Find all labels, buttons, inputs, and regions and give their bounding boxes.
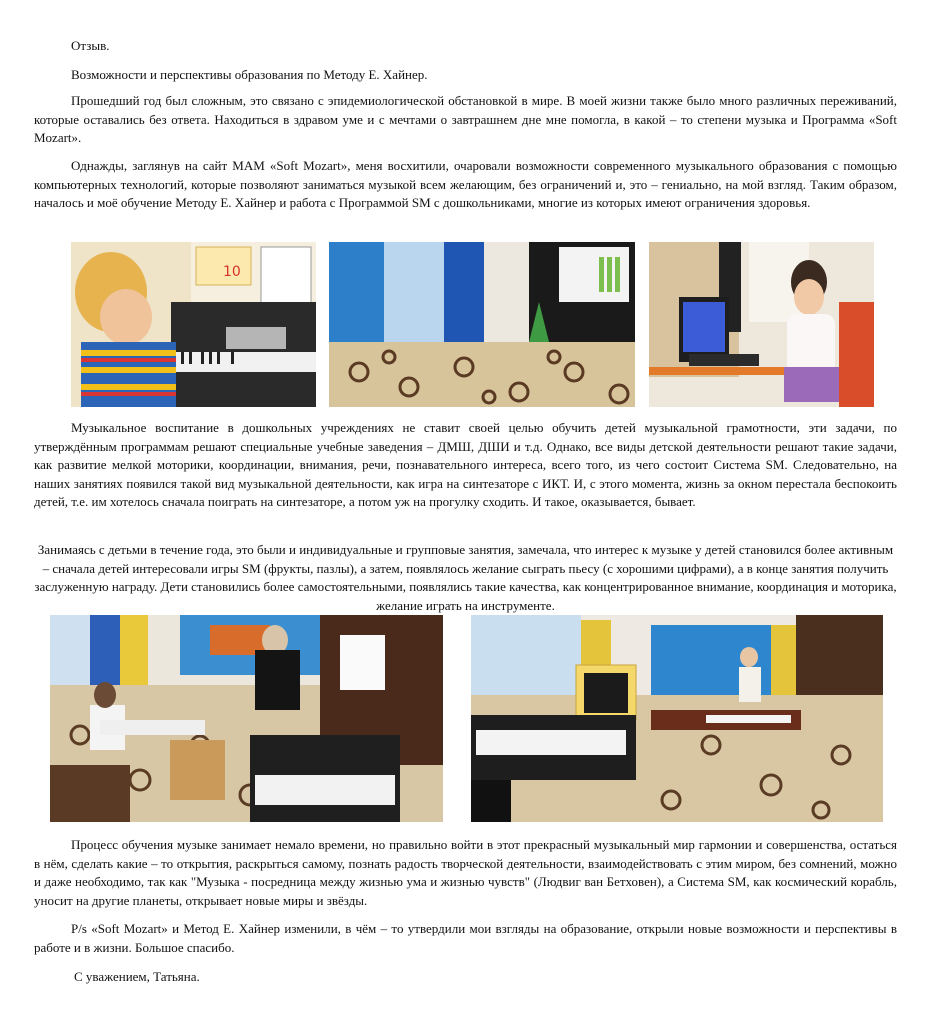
photo-boy-synthesizer xyxy=(71,242,316,407)
paragraph-2: Однажды, заглянув на сайт МАМ «Soft Mozart», меня восхитили, очаровали возможности современного музыкального образования с помощью компьютерных технологий, которые позволяют заниматься музыкой всем желающим, без ограничений и, это – гениально, на мой взгляд. Таким образом, началось и моё обучение Методу Е. Хайнер и работа с Программой SM с дошкольниками, многие из которых имеют ограничения здоровья. xyxy=(34,158,897,210)
photo-girl-laptop xyxy=(649,242,874,407)
photo-teacher-piano-class xyxy=(50,615,443,822)
paragraph-1: Прошедший год был сложным, это связано с эпидемиологической обстановкой в мире. В моей жизни также было много различных переживаний, которые оставались без ответа. Находиться в здравом уме и с мечтами о завтрашнем дне мне помогла, в какой – то степени музыка и Программа «Soft Mozart». xyxy=(34,93,897,145)
paragraph-5: Процесс обучения музыке занимает немало времени, но правильно войти в этот прекрасный музыкальный мир гармонии и совершенства, остаться в нём, сделать какие – то открытия, раскрыться самому, познать радость творческой деятельности, взаимодействовать с этим миром, без сомнений, можно и даже необходимо, так как "Музыка - посредница между жизнью ума и жизнью чувств" (Людвиг ван Бетховен), а Система SM, как космический корабль, уносит на другие планеты, открывает новые миры и звёзды. xyxy=(34,837,897,908)
review-heading: Отзыв. xyxy=(71,38,110,53)
paragraph-3: Музыкальное воспитание в дошкольных учреждениях не ставит своей целью обучить детей музыкальной грамотности, эти задачи, по утверждённым программам решают специальные учебные заведения – ДМШ, ДШИ и т.д. Однако, все виды детской деятельности решают такие задачи, как развитие мелкой моторики, координации, внимания, речи, познавательного интереса, всего того, из чего состоит Система SM. Следовательно, на наших занятиях появился такой вид музыкальной деятельности, как игра на синтезаторе с ИКТ. И, с этого момента, жизнь за окном перестала беспокоить детей, т.е. им хотелось сначала поиграть на синтезаторе, а потом уж на прогулку сходить. И такое, оказывается, бывает. xyxy=(34,420,897,509)
document-title: Возможности и перспективы образования по Методу Е. Хайнер. xyxy=(71,67,428,82)
photo-hall-synthesizer-girl xyxy=(471,615,883,822)
signature: С уважением, Татьяна. xyxy=(74,969,200,984)
paragraph-4: Занимаясь с детьми в течение года, это были и индивидуальные и групповые занятия, замечала, что интерес к музыке у детей становился более активным – сначала детей интересовали игры SM (фрукты, пазлы), а затем, появлялось желание сыграть пьесу (с хорошими цифрами), а в конце занятия получить заслуженную награду. Дети становились более самостоятельными, появлялись такие качества, как концентрированное внимание, координация и моторика, желание играть на инструменте. xyxy=(34,542,897,613)
photo-music-hall xyxy=(329,242,635,407)
poster-number: 10 xyxy=(223,264,241,280)
paragraph-6: P/s «Soft Mozart» и Метод Е. Хайнер изменили, в чём – то утвердили мои взгляды на образование, открыли новые возможности и перспективы в работе и в жизни. Большое спасибо. xyxy=(34,921,897,955)
